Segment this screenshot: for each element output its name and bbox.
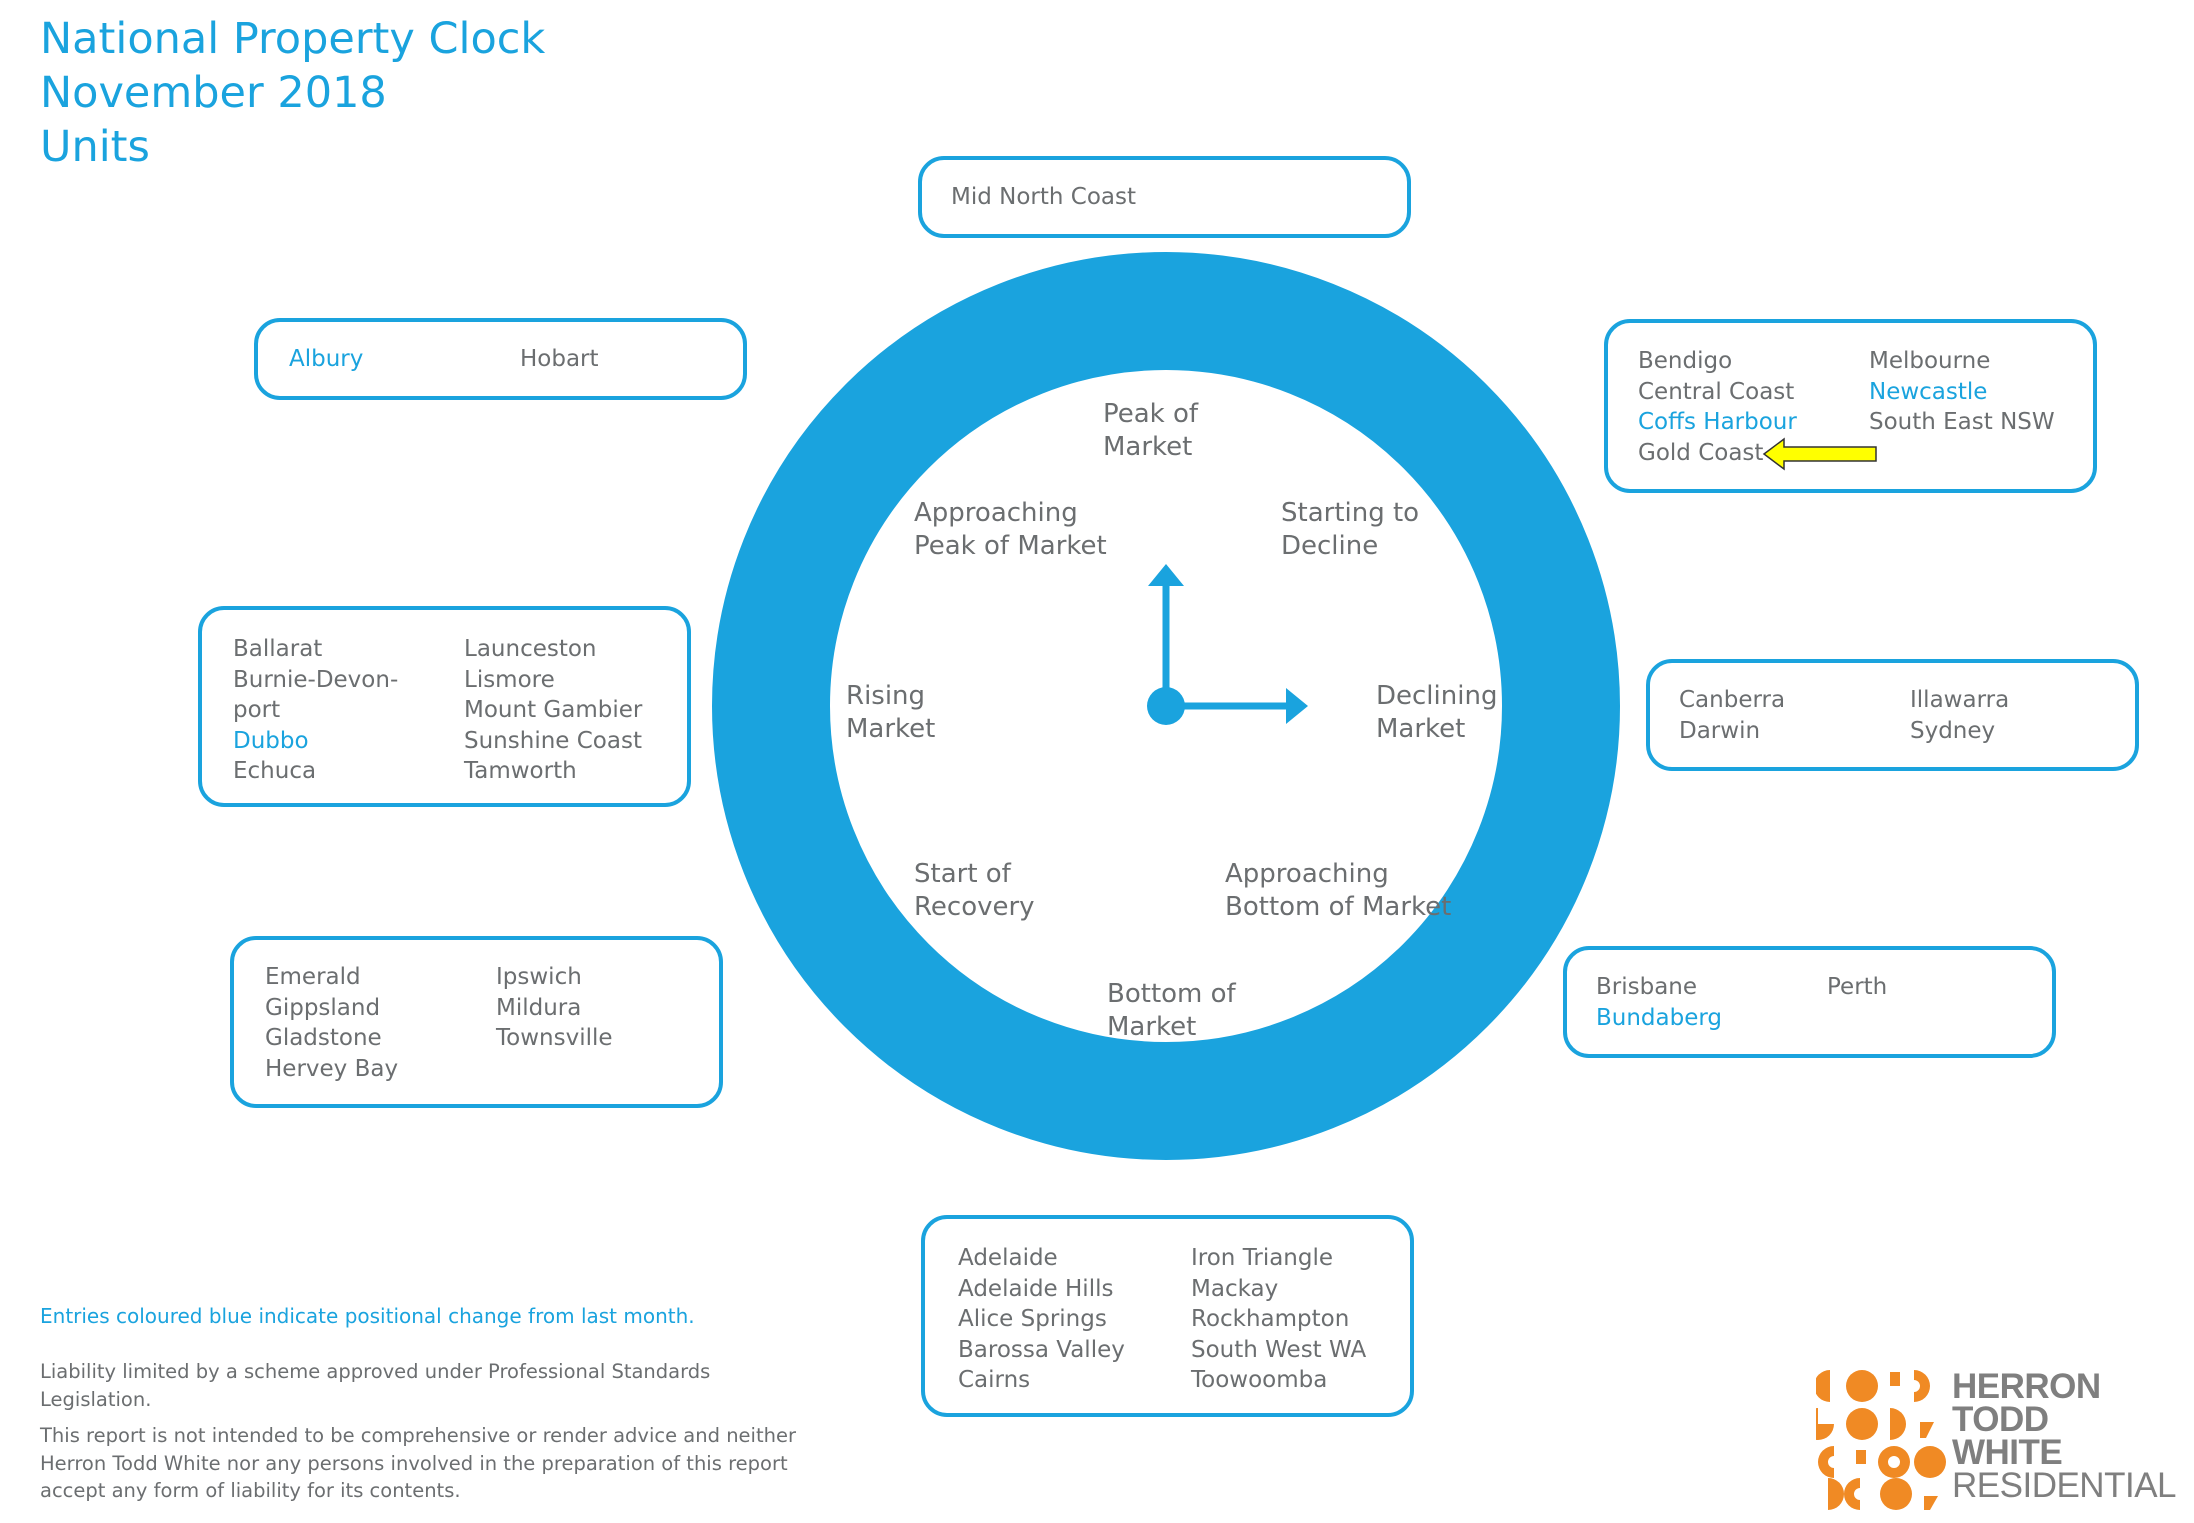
logo-line-1: HERRON	[1952, 1367, 2101, 1406]
region-entry: Central Coast	[1638, 378, 1795, 405]
region-entry: Canberra	[1679, 687, 1786, 713]
region-entry: Adelaide Hills	[958, 1275, 1114, 1302]
region-entry: Gold Coast	[1638, 439, 1764, 466]
legend-note: Entries coloured blue indicate positional change from last month.	[40, 1304, 695, 1328]
title-line-3: Units	[40, 122, 150, 172]
region-entry: Burnie-Devon-	[233, 666, 399, 693]
region-entry: Bendigo	[1638, 348, 1733, 374]
box-5-col-1	[1596, 972, 1722, 1033]
box-3-col-1	[1679, 685, 1785, 746]
phase-approaching-peak-line-1: Approaching	[914, 498, 1078, 528]
region-entry-changed: Coffs Harbour	[1638, 409, 1797, 435]
region-entry: Rockhampton	[1191, 1306, 1350, 1332]
box-8-col-1	[265, 962, 398, 1084]
box-12-oclock	[918, 156, 1411, 238]
region-entry: Ballarat	[233, 636, 323, 662]
region-entry: Toowoomba	[1191, 1367, 1328, 1393]
box-12-col-1	[951, 182, 1136, 213]
region-entry-changed: Dubbo	[233, 727, 309, 754]
title-line-1: National Property Clock	[40, 14, 546, 64]
phase-declining-line-1: Declining	[1376, 681, 1498, 711]
highlight-arrow-icon	[1762, 437, 1880, 471]
hour-hand-arrowhead	[1148, 564, 1184, 586]
box-8-col-2	[496, 962, 613, 1054]
box-1-col-2	[1869, 346, 2055, 438]
region-entry: South West WA	[1191, 1336, 1367, 1363]
region-entry: Mount Gambier	[464, 697, 643, 723]
phase-approaching-peak	[914, 497, 1107, 563]
phase-bottom-line-2: Market	[1107, 1012, 1197, 1042]
region-entry: Perth	[1827, 974, 1888, 1000]
box-11-oclock	[254, 318, 747, 400]
clock-hands	[1147, 564, 1308, 725]
title-line-2: November 2018	[40, 68, 387, 118]
phase-rising-market	[846, 680, 935, 746]
phase-starting-to-decline	[1281, 497, 1419, 563]
region-entry: Brisbane	[1596, 974, 1698, 1000]
phase-approaching-bottom-line-2: Bottom of Market	[1225, 892, 1452, 922]
region-entry: Sydney	[1910, 717, 1996, 744]
region-entry: Tamworth	[464, 758, 577, 784]
region-entry: Illawarra	[1910, 687, 2010, 713]
region-entry: Hobart	[520, 346, 599, 372]
logo-line-4: RESIDENTIAL	[1952, 1466, 2176, 1505]
box-9-col-2	[464, 634, 642, 787]
minute-hand-arrowhead	[1286, 688, 1308, 724]
region-entry: Iron Triangle	[1191, 1245, 1334, 1271]
phase-peak-line-2: Market	[1103, 432, 1193, 462]
box-3-col-2	[1910, 685, 2009, 746]
clock-center-dot	[1147, 687, 1185, 725]
region-entry-changed: Newcastle	[1869, 378, 1988, 405]
region-entry: port	[233, 697, 281, 723]
disclaimer-liability: Liability limited by a scheme approved under Professional Standards Legislation.	[40, 1360, 711, 1411]
phase-rising-line-2: Market	[846, 714, 936, 744]
region-entry: Townsville	[496, 1025, 613, 1051]
region-entry: Sunshine Coast	[464, 727, 642, 754]
region-entry: Ipswich	[496, 964, 582, 990]
region-entry: Mackay	[1191, 1275, 1279, 1302]
disclaimer-report: This report is not intended to be comprehensive or render advice and neither Herron Todd White nor any persons involved in the preparation of this report accept any form of liability for its contents.	[40, 1424, 796, 1502]
region-entry: Darwin	[1679, 717, 1761, 744]
box-6-oclock	[921, 1215, 1414, 1417]
phase-rising-line-1: Rising	[846, 681, 926, 711]
phase-peak-line-1: Peak of	[1103, 399, 1199, 429]
logo-line-2: TODD	[1952, 1400, 2049, 1439]
phase-approaching-bottom	[1225, 858, 1451, 924]
htw-logo-wordmark	[1952, 1367, 2176, 1505]
phase-approaching-peak-line-2: Peak of Market	[914, 531, 1107, 561]
region-entry: Mid North Coast	[951, 184, 1137, 210]
region-entry: Gladstone	[265, 1025, 382, 1051]
region-entry: Mildura	[496, 994, 582, 1021]
region-entry: Melbourne	[1869, 348, 1991, 374]
box-9-oclock	[198, 606, 691, 807]
phase-starting-decline-line-2: Decline	[1281, 531, 1379, 561]
region-entry: Gippsland	[265, 994, 381, 1021]
phase-starting-decline-line-1: Starting to	[1281, 498, 1420, 528]
box-5-col-2	[1827, 972, 1887, 1003]
region-entry: Alice Springs	[958, 1306, 1107, 1332]
region-entry: Cairns	[958, 1367, 1031, 1393]
box-5-oclock	[1563, 946, 2056, 1058]
box-9-col-1	[233, 634, 398, 787]
region-entry: Emerald	[265, 964, 361, 990]
phase-bottom-line-1: Bottom of	[1107, 979, 1236, 1009]
box-3-oclock	[1646, 659, 2139, 771]
box-6-col-1	[958, 1243, 1125, 1396]
phase-peak-of-market	[1103, 398, 1198, 464]
phase-start-recovery-line-1: Start of	[914, 859, 1011, 889]
box-8-oclock	[230, 936, 723, 1108]
box-6-col-2	[1191, 1243, 1366, 1396]
region-entry-changed: Albury	[289, 346, 364, 372]
phase-approaching-bottom-line-1: Approaching	[1225, 859, 1389, 889]
region-entry: Adelaide	[958, 1245, 1058, 1271]
phase-start-of-recovery	[914, 858, 1035, 924]
phase-bottom-of-market	[1107, 978, 1236, 1044]
phase-declining-market	[1376, 680, 1497, 746]
box-11-col-2	[520, 344, 599, 375]
region-entry: Echuca	[233, 758, 317, 784]
phase-declining-line-2: Market	[1376, 714, 1466, 744]
region-entry: South East NSW	[1869, 409, 2055, 435]
region-entry: Launceston	[464, 636, 597, 662]
region-entry: Barossa Valley	[958, 1336, 1125, 1363]
region-entry: Hervey Bay	[265, 1055, 399, 1082]
region-entry: Lismore	[464, 666, 555, 693]
region-entry-changed: Bundaberg	[1596, 1004, 1723, 1031]
htw-logo-icon	[1816, 1368, 1950, 1510]
phase-start-recovery-line-2: Recovery	[914, 892, 1035, 922]
logo-line-3: WHITE	[1952, 1433, 2063, 1472]
box-11-col-1	[289, 344, 363, 375]
